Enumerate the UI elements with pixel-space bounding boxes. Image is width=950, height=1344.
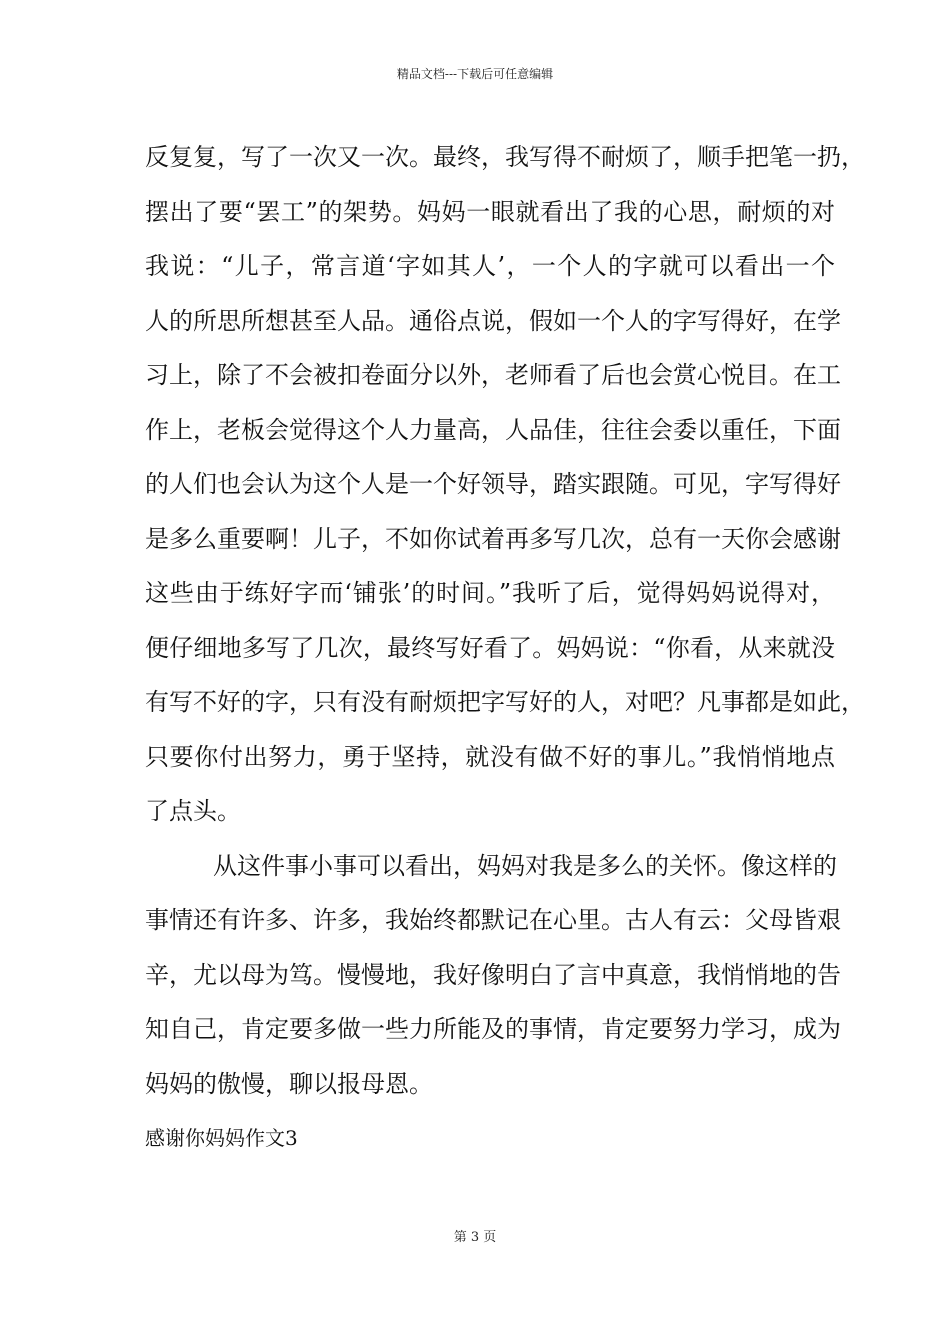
page-number: 第 3 页 <box>453 1230 497 1245</box>
text-line: 反复复，写了一次又一次。最终，我写得不耐烦了，顺手把笔一扔， <box>145 143 865 171</box>
text-line: 是多么重要啊！儿子，不如你试着再多写几次，总有一天你会感谢 <box>145 524 841 553</box>
paragraph-1 <box>145 130 865 839</box>
text-line: 了点头。 <box>145 797 241 825</box>
text-line: 只要你付出努力，勇于坚持，就没有做不好的事儿。”我悄悄地点 <box>145 742 835 771</box>
text-line: 妈妈的傲慢，聊以报母恩。 <box>145 1069 433 1098</box>
text-line: 从这件事小事可以看出，妈妈对我是多么的关怀。像这样的 <box>213 851 837 880</box>
text-line: 知自己，肯定要多做一些力所能及的事情，肯定要努力学习，成为 <box>145 1015 841 1043</box>
text-line: 摆出了要“罢工”的架势。妈妈一眼就看出了我的心思，耐烦的对 <box>145 197 835 226</box>
text-line: 的人们也会认为这个人是一个好领导，踏实跟随。可见，字写得好 <box>145 470 841 498</box>
page-header: 精品文档---下载后可任意编辑 <box>396 67 554 81</box>
text-line: 有写不好的字，只有没有耐烦把字写好的人，对吧？凡事都是如此， <box>145 688 865 716</box>
text-line: 人的所思所想甚至人品。通俗点说，假如一个人的字写得好，在学 <box>145 306 841 335</box>
text-line: 我说：“儿子，常言道‘字如其人’，一个人的字就可以看出一个 <box>145 252 835 280</box>
text-line: 辛，尤以母为笃。慢慢地，我好像明白了言中真意，我悄悄地的告 <box>145 960 841 989</box>
text-line: 这些由于练好字而‘铺张’的时间。”我听了后，觉得妈妈说得对， <box>145 579 835 607</box>
text-line: 作上，老板会觉得这个人力量高，人品佳，往往会委以重任，下面 <box>145 415 841 444</box>
paragraph-2 <box>145 839 841 1112</box>
text-line: 便仔细地多写了几次，最终写好看了。妈妈说：“你看，从来就没 <box>145 633 835 662</box>
section-heading: 感谢你妈妈作文3 <box>145 1126 298 1150</box>
text-line: 习上，除了不会被扣卷面分以外，老师看了后也会赏心悦目。在工 <box>145 361 841 389</box>
text-line: 事情还有许多、许多，我始终都默记在心里。古人有云：父母皆艰 <box>145 906 841 934</box>
document-body <box>145 130 865 1166</box>
